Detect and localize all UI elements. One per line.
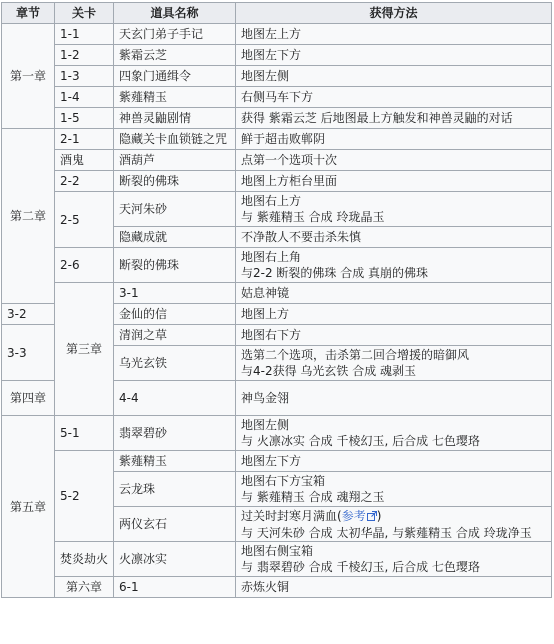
- method-line: 地图右上角: [241, 250, 302, 264]
- method-cell: [236, 248, 552, 283]
- table-row: [2, 87, 552, 108]
- table-row: [2, 129, 552, 150]
- chapter-cell: 第二章: [2, 129, 55, 304]
- table-row: [2, 24, 552, 45]
- level-cell: 2-1: [55, 129, 114, 150]
- level-cell: 5-1: [55, 416, 114, 451]
- header-level: 关卡: [55, 3, 114, 24]
- level-cell: 1-4: [55, 87, 114, 108]
- method-cell: 地图右下方: [236, 325, 552, 346]
- level-cell: 6-1: [114, 577, 236, 598]
- header-chapter: 章节: [2, 3, 55, 24]
- chapter-cell: 第一章: [2, 24, 55, 129]
- level-cell: 3-2: [2, 304, 55, 325]
- item-cell: 火凛冰实: [114, 542, 236, 577]
- method-line: 过关时封寒月满血(: [241, 508, 342, 523]
- table-row: [2, 451, 552, 472]
- level-cell: 1-1: [55, 24, 114, 45]
- header-method: 获得方法: [236, 3, 552, 24]
- method-line: 选第二个选项，击杀第二回合增援的暗御风: [241, 348, 470, 362]
- chapter-cell: 第六章: [55, 577, 114, 598]
- level-cell: 3-3: [2, 325, 55, 381]
- header-item-name: 道具名称: [114, 3, 236, 24]
- method-line: 地图左侧: [241, 418, 290, 432]
- method-line: 与4-2获得 乌光玄铁 合成 魂剥玉: [241, 364, 417, 378]
- method-cell: 获得 紫霜云芝 后地图最上方触发和神兽灵鼬的对话: [236, 108, 552, 129]
- table-row: [2, 66, 552, 87]
- method-cell: 地图左下方: [236, 45, 552, 66]
- method-line: 与 火凛冰实 合成 千棱幻玉, 后合成 七色璎珞: [241, 434, 480, 448]
- table-row: [2, 192, 552, 227]
- level-cell: 2-5: [55, 192, 114, 248]
- reference-link[interactable]: 参考: [341, 508, 366, 523]
- item-cell: 天玄门弟子手记: [114, 24, 236, 45]
- header-row: [2, 3, 552, 24]
- item-cell: 断裂的佛珠: [114, 248, 236, 283]
- method-cell: 地图左下方: [236, 451, 552, 472]
- chapter-cell: 第三章: [55, 283, 114, 416]
- item-cell: 翡翠碧砂: [114, 416, 236, 451]
- table-row: [2, 171, 552, 192]
- chapter-cell: 第四章: [2, 381, 55, 416]
- item-cell: 姑息神镜: [236, 283, 552, 304]
- item-cell: 清润之草: [114, 325, 236, 346]
- level-cell: 焚炎劫火: [55, 542, 114, 577]
- external-link-icon: [367, 509, 377, 525]
- method-line: 与2-2 断裂的佛珠 合成 真崩的佛珠: [241, 266, 429, 280]
- table-row: [2, 45, 552, 66]
- table-row: [2, 108, 552, 129]
- method-cell: [236, 416, 552, 451]
- method-cell: 地图上方: [236, 304, 552, 325]
- item-cell: 神兽灵鼬剧情: [114, 108, 236, 129]
- level-cell: 3-1: [114, 283, 236, 304]
- method-cell: [236, 472, 552, 507]
- table-row: [2, 577, 552, 598]
- method-line: 地图右上方: [241, 194, 302, 208]
- chapter-cell: 第五章: [2, 416, 55, 598]
- item-cell: 天河朱砂: [114, 192, 236, 227]
- table-row: [2, 416, 552, 451]
- level-cell: 1-2: [55, 45, 114, 66]
- item-cell: 紫霜云芝: [114, 45, 236, 66]
- level-cell: 1-5: [55, 108, 114, 129]
- item-cell: 断裂的佛珠: [114, 171, 236, 192]
- method-line: ): [376, 508, 382, 523]
- level-cell: 酒鬼: [55, 150, 114, 171]
- level-cell: 5-2: [55, 451, 114, 542]
- level-cell: 2-2: [55, 171, 114, 192]
- level-cell: 1-3: [55, 66, 114, 87]
- level-cell: 2-6: [55, 248, 114, 283]
- item-cell: 紫薤精玉: [114, 451, 236, 472]
- method-cell: 鲜于超击败郸阴: [236, 129, 552, 150]
- method-cell: 地图上方柜台里面: [236, 171, 552, 192]
- method-cell: [236, 346, 552, 381]
- method-line: 地图右侧宝箱: [241, 544, 314, 558]
- item-cell: 两仪玄石: [114, 507, 236, 542]
- item-cell: 隐藏关卡血锁链之咒: [114, 129, 236, 150]
- level-cell: 4-4: [114, 381, 236, 416]
- method-cell: 地图左上方: [236, 24, 552, 45]
- item-cell: 紫薤精玉: [114, 87, 236, 108]
- item-cell: 乌光玄铁: [114, 346, 236, 381]
- method-cell: 不净散人不要击杀朱慎: [236, 227, 552, 248]
- method-cell: [236, 507, 552, 542]
- method-line: 与 紫薤精玉 合成 玲珑晶玉: [241, 210, 385, 224]
- item-acquisition-table: [1, 2, 552, 598]
- item-cell: 赤炼火铜: [236, 577, 552, 598]
- method-cell: [236, 542, 552, 577]
- table-row: [2, 150, 552, 171]
- item-cell: 酒葫芦: [114, 150, 236, 171]
- method-line: 与 天河朱砂 合成 太初华晶, 与紫薤精玉 合成 玲珑净玉: [241, 525, 532, 540]
- item-cell: 隐藏成就: [114, 227, 236, 248]
- item-cell: 云龙珠: [114, 472, 236, 507]
- table-row: [2, 248, 552, 283]
- method-line: 与 紫薤精玉 合成 魂翔之玉: [241, 490, 385, 504]
- method-cell: 点第一个选项十次: [236, 150, 552, 171]
- method-cell: 地图左侧: [236, 66, 552, 87]
- item-cell: 四象门通缉令: [114, 66, 236, 87]
- method-line: 与 翡翠碧砂 合成 千棱幻玉, 后合成 七色璎珞: [241, 560, 480, 574]
- item-cell: 神鸟金翎: [236, 381, 552, 416]
- method-line: 地图右下方宝箱: [241, 474, 326, 488]
- method-cell: [236, 192, 552, 227]
- item-cell: 金仙的信: [114, 304, 236, 325]
- method-cell: 右侧马车下方: [236, 87, 552, 108]
- table-row: [2, 283, 552, 304]
- table-row: [2, 542, 552, 577]
